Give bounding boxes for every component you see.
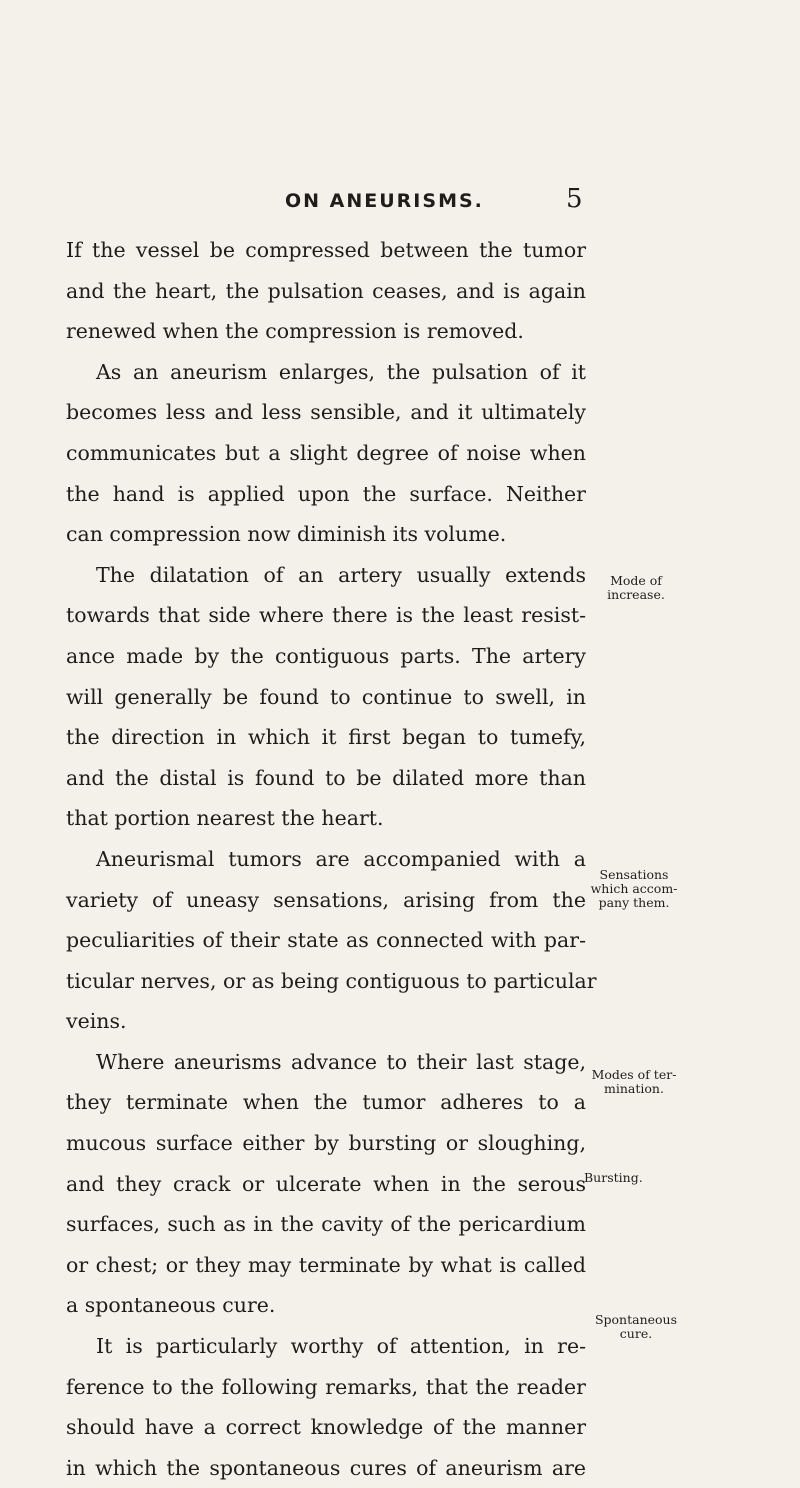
text-line: As an aneurism enlarges, the pulsation of it (96, 359, 586, 384)
page-number: 5 (566, 184, 583, 214)
text-line: becomes less and less sensible, and it ultimately (66, 400, 586, 425)
text-line: Where aneurisms advance to their last stage, (96, 1049, 586, 1074)
text-line: ticular nerves, or as being contiguous to particular (66, 968, 597, 993)
sidenote-sensations (588, 868, 680, 910)
text-line: ance made by the contiguous parts. The artery (66, 643, 586, 668)
text-line: will generally be found to continue to swell, in (66, 684, 586, 709)
text-line: It is particularly worthy of attention, in re- (96, 1334, 586, 1359)
sidenote-spontaneous-cure (590, 1313, 682, 1341)
sidenote-line: Mode of (610, 573, 662, 588)
text-line: a spontaneous cure. (66, 1293, 276, 1318)
text-line: communicates but a slight degree of noise when (66, 440, 586, 465)
text-line: surfaces, such as in the cavity of the pericardium (66, 1212, 586, 1237)
sidenote-line: Sensations (599, 867, 669, 882)
text-line: that portion nearest the heart. (66, 806, 384, 831)
sidenote-line: Modes of ter- (591, 1067, 677, 1082)
sidenote-modes-of-termination (588, 1068, 680, 1096)
text-line: they terminate when the tumor adheres to a (66, 1090, 586, 1115)
sidenote-mode-of-increase (590, 574, 682, 602)
sidenote-line: increase. (607, 587, 665, 602)
text-line: mucous surface either by bursting or sloughing, (66, 1131, 586, 1156)
running-title: ON ANEURISMS. (285, 190, 484, 212)
text-line: the direction in which it first began to tumefy, (66, 725, 586, 750)
text-line: veins. (66, 1009, 127, 1034)
text-line: peculiarities of their state as connected with par- (66, 928, 586, 953)
text-line: Aneurismal tumors are accompanied with a (96, 846, 586, 871)
body-text (66, 230, 597, 1488)
text-line: If the vessel be compressed between the tumor (66, 238, 586, 262)
text-line: and the heart, the pulsation ceases, and is again (66, 278, 586, 303)
text-line: the hand is applied upon the surface. Neither (66, 481, 586, 506)
text-line: ference to the following remarks, that the reader (66, 1374, 586, 1399)
text-line: and the distal is found to be dilated more than (66, 765, 586, 790)
sidenote-line: Spontaneous (594, 1312, 678, 1327)
sidenote-line: which accom- (590, 881, 678, 896)
text-line: and they crack or ulcerate when in the serous (66, 1171, 586, 1196)
text-line: or chest; or they may terminate by what is called (66, 1252, 586, 1277)
sidenote-bursting (584, 1171, 676, 1185)
text-line: should have a correct knowledge of the manner (66, 1415, 586, 1440)
text-line: can compression now diminish its volume. (66, 522, 507, 547)
text-line: variety of uneasy sensations, arising from the (66, 887, 586, 912)
sidenote-line: cure. (619, 1326, 653, 1341)
sidenote-line: pany them. (598, 895, 670, 910)
sidenote-line: Bursting. (584, 1170, 643, 1185)
text-line: The dilatation of an artery usually extends (96, 562, 586, 587)
text-line: in which the spontaneous cures of aneurism are (66, 1455, 586, 1480)
text-line: towards that side where there is the least resist- (66, 603, 586, 628)
text-line: renewed when the compression is removed. (66, 319, 524, 344)
sidenote-line: mination. (604, 1081, 664, 1096)
